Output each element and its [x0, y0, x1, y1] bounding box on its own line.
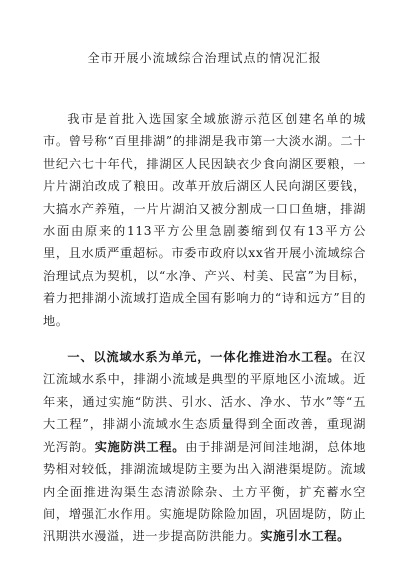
document-title: 全市开展小流域综合治理试点的情况汇报 [87, 51, 322, 65]
subsection-heading-water-diversion: 实施引水工程。 [260, 529, 350, 544]
subsection-heading-flood: 实施防洪工程。 [94, 439, 186, 454]
section-text: 在汉江流域水系中，排湖小流域是典型的平原地区小流域。近年来，通过实施“防洪、引水、活水、净水、节水”等“五大工程”，排湖小流域水生态质量得到全面改善，重现湖光泻韵。 [43, 350, 366, 454]
section-heading: 一、以流域水系为单元，一体化推进治水工程。 [67, 350, 341, 365]
subsection-text-flood: 由于排湖是河间洼地湖，总体地势相对较低，排湖流域堤防主要为出入湖港渠堤防。流域内全面推进沟渠生态清淤除杂、土方平衡，扩充蓄水空间，增强汇水作用。实施堤防除险加固，巩固堤防，防止汛期洪水漫溢，进一步提高防洪能力。 [43, 439, 366, 544]
paragraph-intro: 我市是首批入选国家全域旅游示范区创建名单的城市。曾号称“百里排湖”的排湖是我市第一大淡水湖。二十世纪六七十年代，排湖区人民因缺衣少食向湖区要粮，一片片湖泊改成了粮田。改革开放后湖区人民向湖区要钱，大搞水产养殖，一片片湖泊又被分割成一口口鱼塘，排湖水面由原来的113平方公里急剧萎缩到仅有13平方公里，且水质严重超标。市委市政府以xx省开展小流域综合治理试点为契机，以“水净、产兴、村美、民富”为目标，着力把排湖小流域打造成全国有影响力的“诗和远方”目的地。 [43, 112, 366, 328]
paragraph-section-1 [43, 346, 366, 548]
